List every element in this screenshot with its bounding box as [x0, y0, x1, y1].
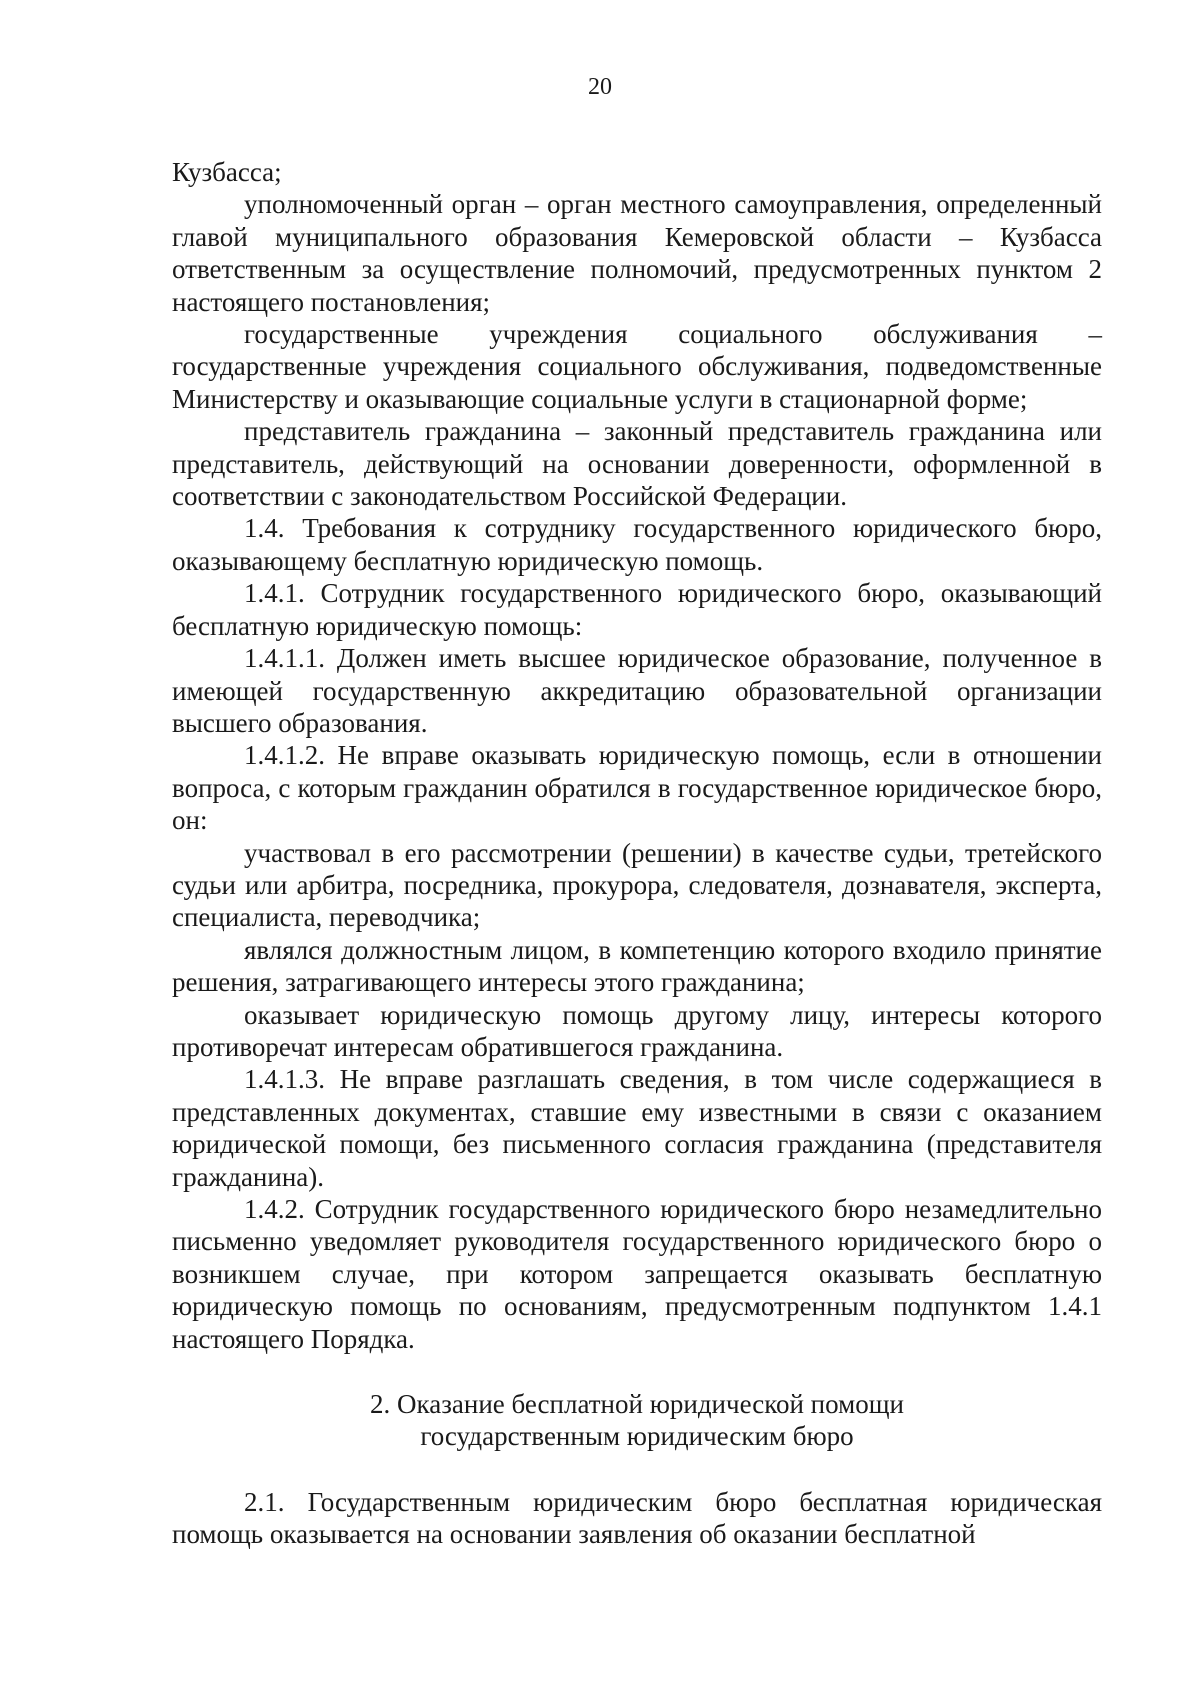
paragraph: уполномоченный орган – орган местного самоуправления, определенный главой муниципального образования Кемеровской области – Кузбасса ответственным за осуществление полномочий, предусмотренных пунктом 2 настоящего постановления;	[172, 189, 1102, 317]
paragraph: Кузбасса;	[172, 157, 282, 187]
paragraph: 1.4.1.1. Должен иметь высшее юридическое образование, полученное в имеющей государственную аккредитацию образовательной организации высшего образования.	[172, 643, 1102, 738]
paragraph: 1.4.1.3. Не вправе разглашать сведения, в том числе содержащиеся в представленных документах, ставшие ему известными в связи с оказанием юридической помощи, без письменного согласия гражданина (представителя гражданина).	[172, 1064, 1102, 1192]
section-heading	[172, 1388, 1102, 1453]
document-body	[172, 156, 1102, 1551]
page-number: 20	[588, 74, 612, 100]
paragraph: 1.4.1.2. Не вправе оказывать юридическую помощь, если в отношении вопроса, с которым гражданин обратился в государственное юридическое бюро, он:	[172, 740, 1102, 836]
paragraph: 1.4.1. Сотрудник государственного юридического бюро, оказывающий бесплатную юридическую помощь:	[172, 578, 1102, 641]
paragraph: оказывает юридическую помощь другому лицу, интересы которого противоречат интересам обратившегося гражданина.	[172, 999, 1102, 1062]
paragraph: участвовал в его рассмотрении (решении) в качестве судьи, третейского судьи или арбитра, посредника, прокурора, следователя, дознавателя, эксперта, специалиста, переводчика;	[172, 837, 1102, 933]
section-heading-line-2: государственным юридическим бюро	[420, 1421, 854, 1452]
paragraph: являлся должностным лицом, в компетенцию которого входило принятие решения, затрагивающего интересы этого гражданина;	[172, 934, 1102, 998]
paragraph: представитель гражданина – законный представитель гражданина или представитель, действующий на основании доверенности, оформленной в соответствии с законодательством Российской Федерации.	[172, 416, 1102, 512]
paragraph: 1.4.2. Сотрудник государственного юридического бюро незамедлительно письменно уведомляет руководителя государственного юридического бюро о возникшем случае, при котором запрещается оказывать бесплатную юридическую помощь по основаниям, предусмотренным подпунктом 1.4.1 настоящего Порядка.	[172, 1194, 1102, 1354]
paragraph: государственные учреждения социального обслуживания – государственные учреждения социального обслуживания, подведомственные Министерству и оказывающие социальные услуги в стационарной форме;	[172, 319, 1102, 414]
paragraph: 1.4. Требования к сотруднику государственного юридического бюро, оказывающему бесплатную юридическую помощь.	[172, 513, 1102, 576]
section-heading-line-1: 2. Оказание бесплатной юридической помощи	[370, 1389, 904, 1420]
paragraph: 2.1. Государственным юридическим бюро бесплатная юридическая помощь оказывается на основании заявления об оказании бесплатной	[172, 1486, 1102, 1550]
